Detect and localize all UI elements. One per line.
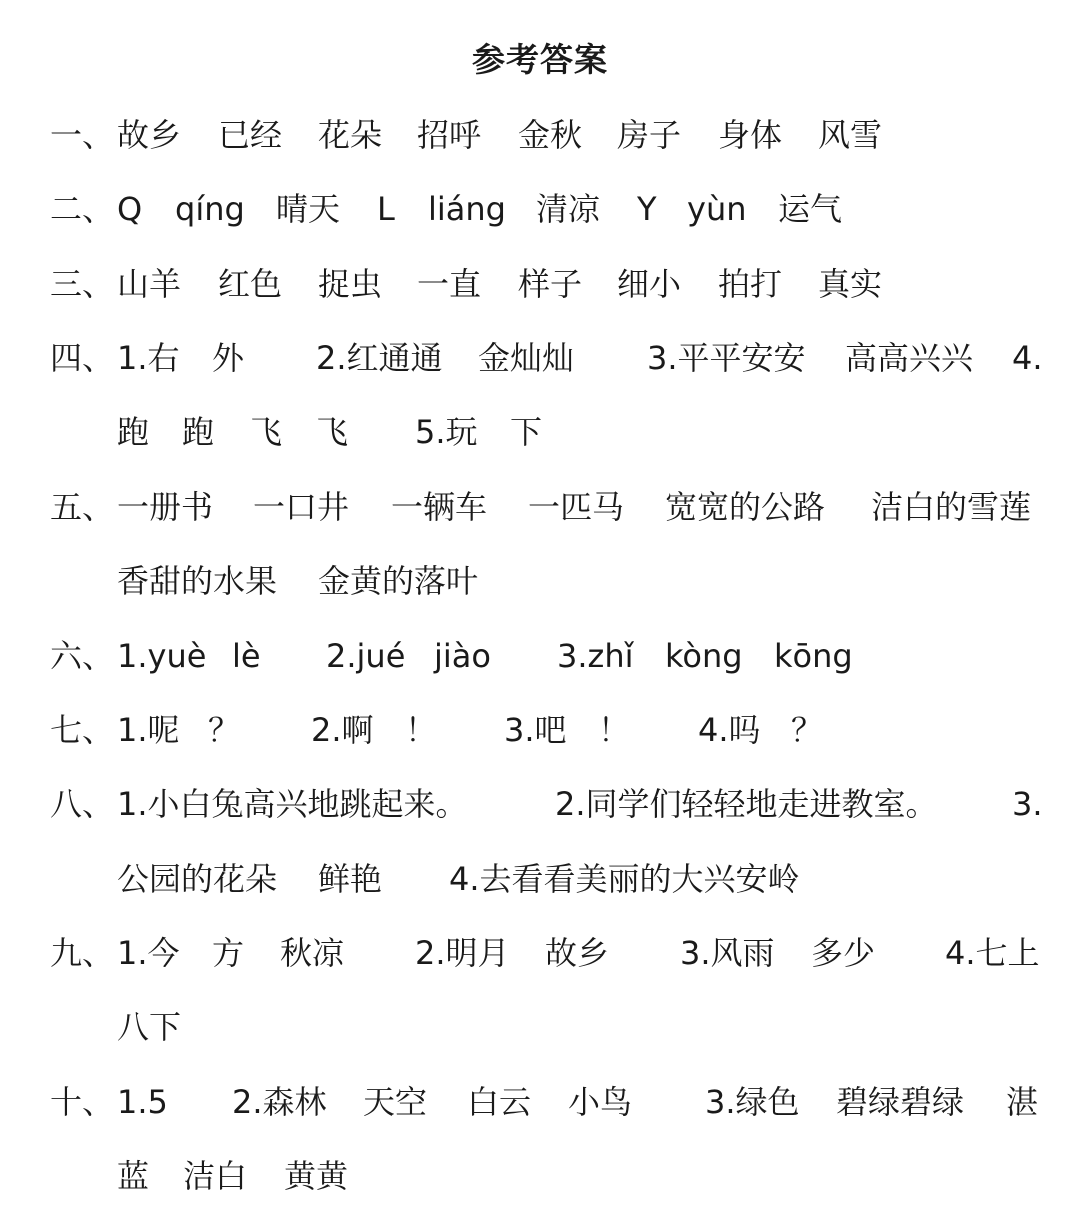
- answer-item: 高高兴兴: [845, 339, 974, 377]
- answer-item: 2.啊: [311, 711, 374, 749]
- answer-item: 金秋: [518, 116, 583, 154]
- answer-line: [0, 707, 1080, 753]
- answer-line: [0, 335, 1080, 381]
- answer-item: 1.呢: [117, 711, 180, 749]
- answer-line: [0, 781, 1080, 827]
- answer-item: 外: [212, 339, 245, 377]
- section-number: 五、: [50, 488, 115, 526]
- answer-item: 3.平平安安: [647, 339, 806, 377]
- answer-item: 1.yuè: [117, 637, 207, 675]
- answer-item: 跑: [117, 413, 150, 451]
- answer-item: 5.玩: [415, 413, 478, 451]
- answer-item: 3.: [1012, 785, 1043, 823]
- answer-item: 2.同学们轻轻地走进教室。: [555, 785, 938, 823]
- answer-item: 八下: [117, 1008, 182, 1046]
- answer-line: [0, 112, 1080, 158]
- answer-item: 2.jué: [326, 637, 406, 675]
- answer-item: 洁白: [183, 1157, 248, 1195]
- answer-item: 1.小白兔高兴地跳起来。: [117, 785, 468, 823]
- answer-item: 小鸟: [568, 1083, 633, 1121]
- answer-item: kòng: [665, 637, 743, 675]
- answer-item: 飞: [316, 413, 349, 451]
- answer-item: ！: [598, 711, 631, 749]
- answer-item: 1.5: [117, 1083, 168, 1121]
- answer-item: 一辆车: [391, 488, 488, 526]
- answer-item: 3.zhǐ: [557, 637, 634, 675]
- answer-item: 3.风雨: [680, 934, 775, 972]
- answer-item: 风雪: [818, 116, 883, 154]
- answer-item: 天空: [363, 1083, 428, 1121]
- answer-item: 一直: [417, 265, 482, 303]
- section-number: 六、: [50, 637, 115, 675]
- section-number: 二、: [50, 190, 115, 228]
- answer-item: 山羊: [117, 265, 182, 303]
- answer-line: [0, 633, 1080, 679]
- answer-item: 1.今: [117, 934, 180, 972]
- answer-item: qíng: [175, 190, 245, 228]
- answer-item: 4.七上: [945, 934, 1040, 972]
- answer-item: 房子: [617, 116, 682, 154]
- answer-item: 拍打: [718, 265, 783, 303]
- answer-item: 宽宽的公路: [665, 488, 826, 526]
- answer-item: 4.去看看美丽的大兴安岭: [449, 860, 800, 898]
- answer-item: 金灿灿: [478, 339, 575, 377]
- answer-item: L: [377, 190, 395, 228]
- answer-item: 蓝: [117, 1157, 150, 1195]
- answer-item: 香甜的水果: [117, 562, 278, 600]
- answer-item: 方: [212, 934, 245, 972]
- answer-item: lè: [232, 637, 261, 675]
- answer-line: [0, 930, 1080, 976]
- answer-item: 飞: [250, 413, 283, 451]
- answer-item: 白云: [467, 1083, 532, 1121]
- answer-item: 清凉: [536, 190, 601, 228]
- answer-item: 黄黄: [284, 1157, 349, 1195]
- answer-item: 真实: [818, 265, 883, 303]
- answer-item: 花朵: [318, 116, 383, 154]
- answer-item: 红色: [218, 265, 283, 303]
- answer-item: 身体: [718, 116, 783, 154]
- section-number: 三、: [50, 265, 115, 303]
- answer-item: 捉虫: [318, 265, 383, 303]
- answer-item: 1.右: [117, 339, 180, 377]
- answer-item: jiào: [434, 637, 491, 675]
- answer-line: [0, 1079, 1080, 1125]
- answer-item: 4.: [1012, 339, 1043, 377]
- answer-line: [0, 1004, 1080, 1050]
- answer-item: 招呼: [417, 116, 482, 154]
- section-number: 一、: [50, 116, 115, 154]
- answer-item: 洁白的雪莲: [871, 488, 1032, 526]
- answer-item: 4.吗: [698, 711, 761, 749]
- answer-item: 3.吧: [504, 711, 567, 749]
- answer-item: 碧绿碧绿: [836, 1083, 965, 1121]
- answer-item: 一口井: [253, 488, 350, 526]
- answer-item: 鲜艳: [318, 860, 383, 898]
- answer-item: 下: [510, 413, 543, 451]
- answer-item: 细小: [617, 265, 682, 303]
- answer-item: ！: [405, 711, 438, 749]
- section-number: 四、: [50, 339, 115, 377]
- answer-item: 多少: [811, 934, 876, 972]
- answer-line: [0, 856, 1080, 902]
- answer-item: 一册书: [117, 488, 214, 526]
- answer-item: 2.明月: [415, 934, 510, 972]
- answer-item: 运气: [778, 190, 843, 228]
- answer-item: 2.森林: [232, 1083, 327, 1121]
- answer-line: [0, 409, 1080, 455]
- answer-item: Q: [117, 190, 143, 228]
- answer-line: [0, 186, 1080, 232]
- answer-item: 湛: [1006, 1083, 1039, 1121]
- page-title: 参考答案: [472, 40, 608, 79]
- section-number: 七、: [50, 711, 115, 749]
- answer-item: 故乡: [545, 934, 610, 972]
- answer-item: liáng: [428, 190, 506, 228]
- answer-item: 样子: [518, 265, 583, 303]
- answer-item: ？: [208, 711, 241, 749]
- answer-item: Y: [637, 190, 657, 228]
- answer-item: 3.绿色: [705, 1083, 800, 1121]
- section-number: 十、: [50, 1083, 115, 1121]
- answer-item: 2.红通通: [316, 339, 443, 377]
- section-number: 九、: [50, 934, 115, 972]
- section-number: 八、: [50, 785, 115, 823]
- answer-item: 一匹马: [528, 488, 625, 526]
- answer-item: kōng: [774, 637, 853, 675]
- answer-item: 晴天: [276, 190, 341, 228]
- answer-item: ？: [791, 711, 824, 749]
- answer-line: [0, 558, 1080, 604]
- answer-item: 故乡: [117, 116, 182, 154]
- answer-line: [0, 261, 1080, 307]
- answer-line: [0, 484, 1080, 530]
- answer-line: [0, 1153, 1080, 1199]
- answer-item: 公园的花朵: [117, 860, 278, 898]
- answer-item: 已经: [218, 116, 283, 154]
- answer-item: 金黄的落叶: [318, 562, 479, 600]
- answer-item: 跑: [182, 413, 215, 451]
- answer-item: 秋凉: [280, 934, 345, 972]
- answer-item: yùn: [687, 190, 747, 228]
